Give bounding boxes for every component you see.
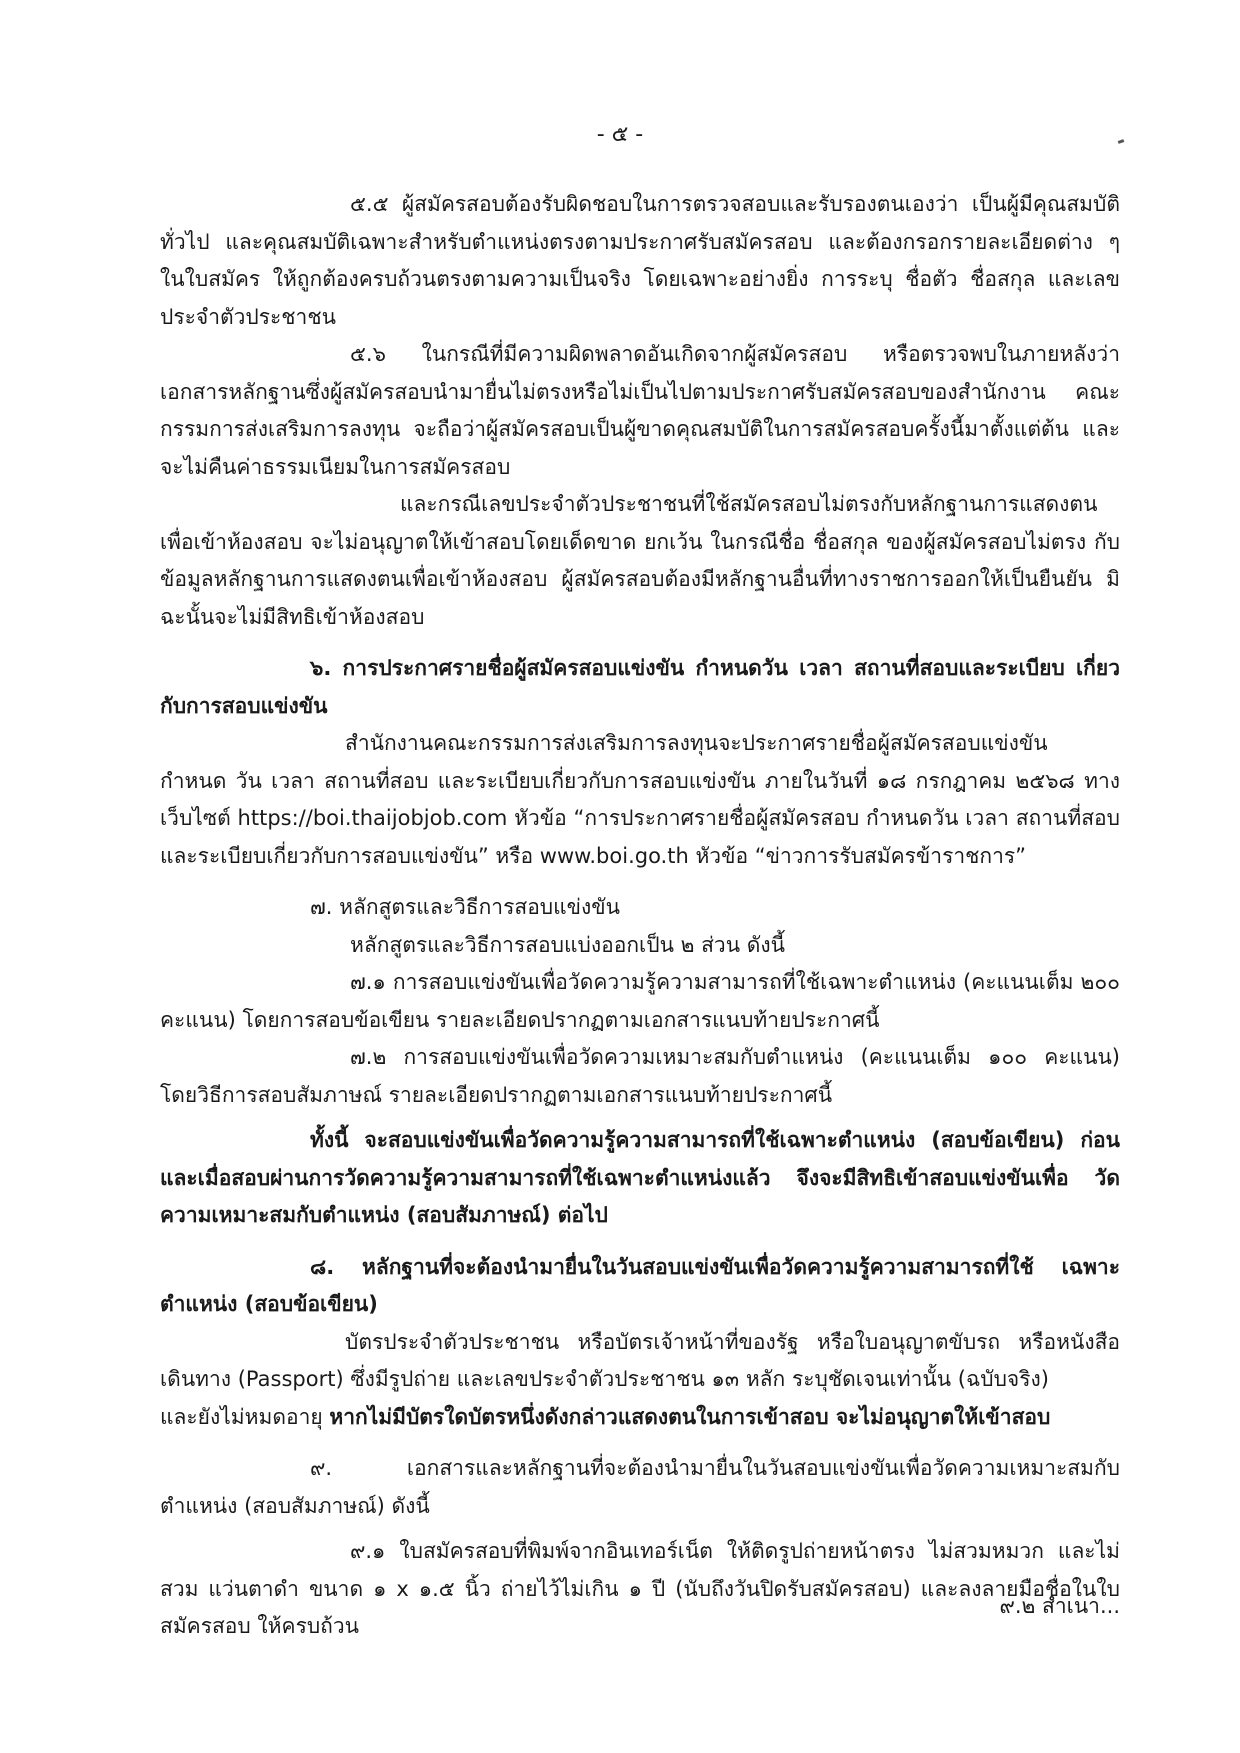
paragraph-5-6: ๕.๖ ในกรณีที่มีความผิดพลาดอันเกิดจากผู้สมัครสอบ หรือตรวจพบในภายหลังว่า เอกสารหลักฐานซึ่งผู้สมัครสอบนำมายื่นไม่ตรงหรือไม่เป็นไปตามประกาศรับสมัครสอบของสำนักงาน คณะกรรมการส่งเสริมการลงทุน จะถือว่าผู้สมัครสอบเป็นผู้ขาดคุณสมบัติในการสมัครสอบครั้งนี้มาตั้งแต่ต้น และจะไม่คืนค่าธรรมเนียมในการสมัครสอบ <box>160 342 1120 479</box>
paragraph-7-2: ๗.๒ การสอบแข่งขันเพื่อวัดความเหมาะสมกับตำแหน่ง (คะแนนเต็ม ๑๐๐ คะแนน) โดยวิธีการสอบสัมภาษณ์ รายละเอียดปรากฏตามเอกสารแนบท้ายประกาศนี้ <box>160 1045 1120 1107</box>
paragraph-7: หลักสูตรและวิธีการสอบแบ่งออกเป็น ๒ ส่วน ดังนี้ <box>350 932 786 957</box>
paragraph-5-5: ๕.๕ ผู้สมัครสอบต้องรับผิดชอบในการตรวจสอบและรับรองตนเองว่า เป็นผู้มีคุณสมบัติทั่วไป และคุณสมบัติเฉพาะสำหรับตำแหน่งตรงตามประกาศรับสมัครสอบ และต้องกรอกรายละเอียดต่าง ๆ ในใบสมัคร ให้ถูกต้องครบถ้วนตรงตามความเป็นจริง โดยเฉพาะอย่างยิ่ง การระบุ ชื่อตัว ชื่อสกุล และเลขประจำตัวประชาชน <box>160 192 1120 329</box>
paragraph-id-mismatch: และกรณีเลขประจำตัวประชาชนที่ใช้สมัครสอบไม่ตรงกับหลักฐานการแสดงตน เพื่อเข้าห้องสอบ จะไม่อนุญาตให้เข้าสอบโดยเด็ดขาด ยกเว้น ในกรณีชื่อ ชื่อสกุล ของผู้สมัครสอบไม่ตรง กับข้อมูลหลักฐานการแสดงตนเพื่อเข้าห้องสอบ ผู้สมัครสอบต้องมีหลักฐานอื่นที่ทางราชการออกให้เป็นยืนยัน มิฉะนั้นจะไม่มีสิทธิเข้าห้องสอบ <box>160 492 1120 629</box>
document-body <box>160 186 1120 1646</box>
section-heading-9: ๙. เอกสารและหลักฐานที่จะต้องนำมายื่นในวันสอบแข่งขันเพื่อวัดความเหมาะสมกับตำแหน่ง (สอบสัมภาษณ์) ดังนี้ <box>160 1456 1120 1518</box>
paragraph-7-note: ทั้งนี้ จะสอบแข่งขันเพื่อวัดความรู้ความสามารถที่ใช้เฉพาะตำแหน่ง (สอบข้อเขียน) ก่อน และเมื่อสอบผ่านการวัดความรู้ความสามารถที่ใช้เฉพาะตำแหน่งแล้ว จึงจะมีสิทธิเข้าสอบแข่งขันเพื่อ วัดความเหมาะสมกับตำแหน่ง (สอบสัมภาษณ์) ต่อไป <box>160 1128 1120 1227</box>
section-heading-8: ๘. หลักฐานที่จะต้องนำมายื่นในวันสอบแข่งขันเพื่อวัดความรู้ความสามารถที่ใช้ เฉพาะตำแหน่ง (สอบข้อเขียน) <box>160 1254 1120 1316</box>
continuation-note: ๙.๒ สำเนา... <box>999 1594 1120 1618</box>
paragraph-8-tail-bold: หากไม่มีบัตรใดบัตรหนึ่งดังกล่าวแสดงตนในการเข้าสอบ จะไม่อนุญาตให้เข้าสอบ <box>329 1404 1051 1429</box>
paragraph-9-1: ๙.๑ ใบสมัครสอบที่พิมพ์จากอินเทอร์เน็ต ให้ติดรูปถ่ายหน้าตรง ไม่สวมหมวก และไม่สวม แว่นตาดำ ขนาด ๑ x ๑.๕ นิ้ว ถ่ายไว้ไม่เกิน ๑ ปี (นับถึงวันปิดรับสมัครสอบ) และลงลายมือชื่อในใบสมัครสอบ ให้ครบถ้วน <box>160 1539 1120 1638</box>
paragraph-6: สำนักงานคณะกรรมการส่งเสริมการลงทุนจะประกาศรายชื่อผู้สมัครสอบแข่งขัน กำหนด วัน เวลา สถานที่สอบ และระเบียบเกี่ยวกับการสอบแข่งขัน ภายในวันที่ ๑๘ กรกฎาคม ๒๕๖๘ ทางเว็บไซต์ https://boi.thaijobjob.com หัวข้อ “การประกาศรายชื่อผู้สมัครสอบ กำหนดวัน เวลา สถานที่สอบ และระเบียบเกี่ยวกับการสอบแข่งขัน” หรือ www.boi.go.th หัวข้อ “ข่าวการรับสมัครข้าราชการ” <box>160 731 1120 868</box>
section-heading-6: ๖. การประกาศรายชื่อผู้สมัครสอบแข่งขัน กำหนดวัน เวลา สถานที่สอบและระเบียบ เกี่ยวกับการสอบแข่งขัน <box>160 656 1120 718</box>
page-number: - ๕ - <box>596 122 644 147</box>
paragraph-8-tail <box>160 1399 1120 1437</box>
paragraph-8-tail-plain: และยังไม่หมดอายุ <box>160 1404 330 1429</box>
paragraph-7-1: ๗.๑ การสอบแข่งขันเพื่อวัดความรู้ความสามารถที่ใช้เฉพาะตำแหน่ง (คะแนนเต็ม ๒๐๐ คะแนน) โดยการสอบข้อเขียน รายละเอียดปรากฏตามเอกสารแนบท้ายประกาศนี้ <box>160 970 1120 1032</box>
section-heading-7: ๗. หลักสูตรและวิธีการสอบแข่งขัน <box>310 895 620 919</box>
paragraph-8: บัตรประจำตัวประชาชน หรือบัตรเจ้าหน้าที่ของรัฐ หรือใบอนุญาตขับรถ หรือหนังสือ เดินทาง (Passport) ซึ่งมีรูปถ่าย และเลขประจำตัวประชาชน ๑๓ หลัก ระบุชัดเจนเท่านั้น (ฉบับจริง) <box>160 1329 1120 1391</box>
